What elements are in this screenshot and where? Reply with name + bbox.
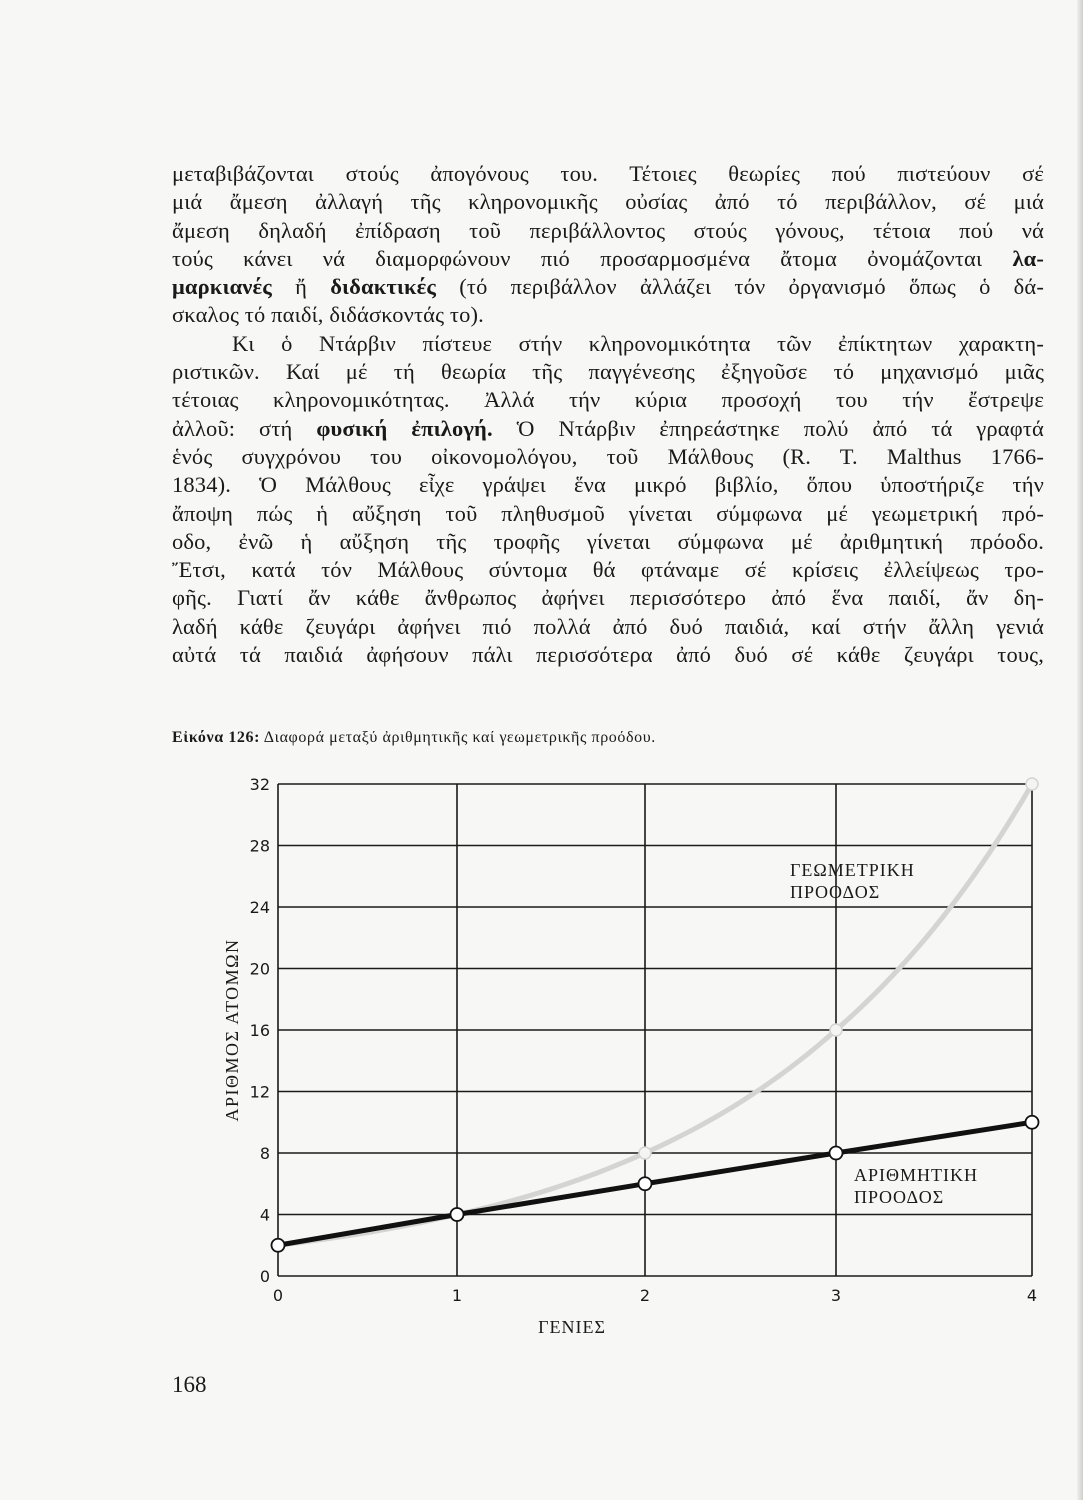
text-line: οδο, ἐνῶ ἡ αὔξηση τῆς τροφῆς γίνεται σύμφωνα μέ ἀριθμητική πρόοδο. — [172, 528, 1044, 554]
text-line: 1834). Ὁ Μάλθους εἶχε γράψει ἕνα μικρό βιβλίο, ὅπου ὑποστήριζε τήν — [172, 472, 1044, 498]
text-line: μαρκιανές ἤ διδακτικές (τό περιβάλλον ἀλλάζει τόν ὀργανισμό ὅπως ὁ δά- — [172, 274, 1045, 300]
x-tick-label: 0 — [272, 1286, 284, 1305]
arithmetic-point — [830, 1147, 843, 1160]
y-tick-label: 4 — [259, 1205, 270, 1225]
page-edge — [1077, 0, 1083, 1500]
x-tick-label: 3 — [830, 1286, 842, 1305]
x-tick-label: 2 — [639, 1286, 651, 1305]
text-line: λαδή κάθε ζευγάρι ἀφήνει πιό πολλά ἀπό δυό παιδιά, καί στήν ἄλλη γενιά — [172, 613, 1044, 639]
text-line: φῆς. Γιατί ἄν κάθε ἄνθρωπος ἀφήνει περισσότερο ἀπό ἕνα παιδί, ἄν δη- — [172, 585, 1044, 611]
y-tick-label: 8 — [259, 1144, 270, 1163]
text-line: Κι ὁ Ντάρβιν πίστευε στήν κληρονομικότητα τῶν ἐπίκτητων χαρακτη- — [232, 330, 1044, 356]
figure-caption-label: Εἰκόνα 126: — [172, 729, 261, 746]
text-line: ἄμεση δηλαδή ἐπίδραση τοῦ περιβάλλοντος στούς γόνους, τέτοια πού νά — [172, 217, 1044, 243]
geometric-point — [639, 1147, 651, 1159]
geometric-label: ΠΡΟΟΔΟΣ — [790, 882, 881, 902]
geometric-point — [830, 1024, 842, 1036]
y-tick-label: 0 — [259, 1267, 270, 1286]
y-tick-label: 32 — [249, 775, 270, 794]
arithmetic-point — [639, 1177, 652, 1190]
text-line: σκαλος τό παιδί, διδάσκοντάς το). — [172, 302, 484, 328]
x-axis-ticks — [273, 1286, 1037, 1305]
x-axis-label: ΓΕΝΙΕΣ — [538, 1317, 606, 1337]
text-line: αὐτά τά παιδιά ἀφήσουν πάλι περισσότερα ἀπό δυό σέ κάθε ζευγάρι τους, — [172, 642, 1044, 668]
arithmetic-label: ΑΡΙΘΜΗΤΙΚΗ — [854, 1165, 978, 1185]
figure-caption-text: Διαφορά μεταξύ ἀριθμητικῆς καί γεωμετρικῆς προόδου. — [263, 729, 656, 746]
text-line: Ἔτσι, κατά τόν Μάλθους σύντομα θά φτάναμε σέ κρίσεις ἐλλείψεως τρο- — [172, 557, 1044, 583]
arithmetic-point — [1026, 1116, 1039, 1129]
y-axis-ticks — [250, 775, 270, 1286]
geometric-label: ΓΕΩΜΕΤΡΙΚΗ — [790, 860, 915, 880]
text-line: μιά ἄμεση ἀλλαγή τῆς κληρονομικῆς οὐσίας ἀπό τό περιβάλλον, σέ μιά — [172, 189, 1044, 215]
text-line: ἄποψη πώς ἡ αὔξηση τοῦ πληθυσμοῦ γίνεται σύμφωνα μέ γεωμετρική πρό- — [172, 500, 1044, 526]
x-tick-label: 4 — [1026, 1286, 1038, 1305]
text-line: τούς κάνει νά διαμορφώνουν πιό προσαρμοσμένα ἄτομα ὀνομάζονται λα- — [172, 245, 1044, 271]
y-tick-label: 20 — [249, 959, 270, 979]
y-tick-label: 12 — [249, 1082, 270, 1102]
text-line: μεταβιβάζονται στούς ἀπογόνους του. Τέτοιες θεωρίες πού πιστεύουν σέ — [172, 161, 1044, 186]
page-number: 168 — [172, 1372, 207, 1397]
x-tick-label: 1 — [451, 1286, 463, 1305]
text-line: ριστικῶν. Καί μέ τή θεωρία τῆς παγγένεσης ἐξηγοῦσε τό μηχανισμό μιᾶς — [172, 359, 1044, 385]
y-tick-label: 28 — [249, 836, 270, 856]
arithmetic-point — [451, 1208, 464, 1221]
arithmetic-point — [272, 1239, 285, 1252]
y-tick-label: 16 — [249, 1021, 270, 1040]
arithmetic-label: ΠΡΟΟΔΟΣ — [854, 1187, 945, 1207]
y-tick-label: 24 — [249, 898, 270, 917]
text-line: τέτοιας κληρονομικότητας. Ἀλλά τήν κύρια προσοχή του τήν ἔστρεψε — [172, 387, 1044, 413]
geometric-point — [1026, 778, 1038, 790]
text-line: ἑνός συγχρόνου του οἰκονομολόγου, τοῦ Μάλθους (R. T. Malthus 1766- — [172, 443, 1044, 469]
text-line: ἀλλοῦ: στή φυσική ἐπιλογή. Ὁ Ντάρβιν ἐπηρεάστηκε πολύ ἀπό τά γραφτά — [172, 415, 1044, 441]
y-axis-label: ΑΡΙΘΜΟΣ ΑΤΟΜΩΝ — [222, 938, 242, 1122]
